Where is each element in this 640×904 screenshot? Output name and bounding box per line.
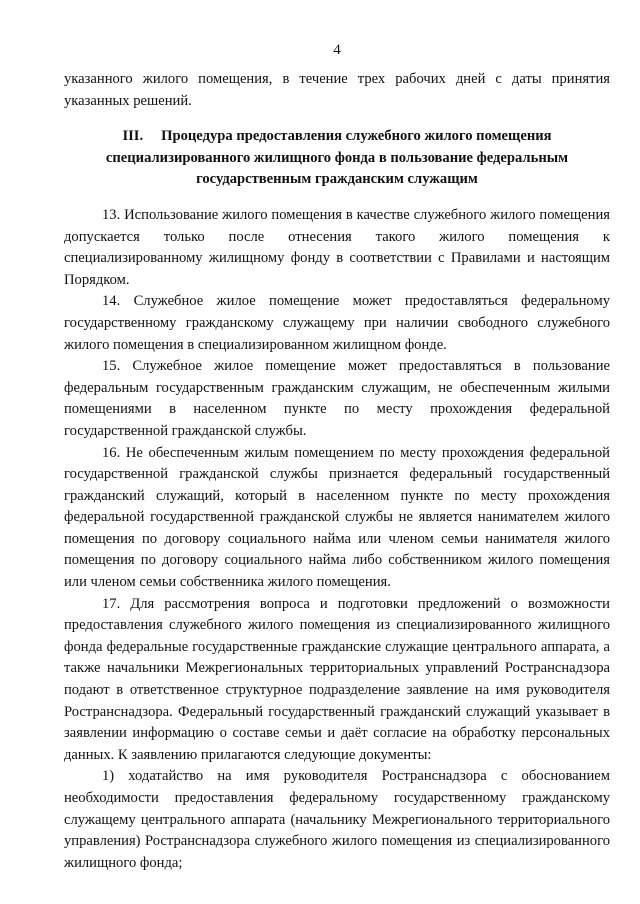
paragraph-17: 17. Для рассмотрения вопроса и подготовки предложений о возможности предоставления служебного жилого помещения из специализированного жилищного фонда федеральные государственные гражданские служащие центрального аппарата, а также начальники Межрегиональных территориальных управлений Ространснадзора подают в ответственное структурное подразделение заявление на имя руководителя Ространснадзора. Федеральный государственный гражданский служащий указывает в заявлении информацию о составе семьи и даёт согласие на обработку персональных данных. К заявлению прилагаются следующие документы: (64, 595, 610, 763)
section-title: Процедура предоставления служебного жилого помещения специализированного жилищного фонда в пользование федеральным государственным гражданским служащим (105, 128, 569, 188)
paragraph-16: 16. Не обеспеченным жилым помещением по месту прохождения федеральной государственной гражданской службы признается федеральный государственный гражданский служащий, который в населенном пункте по месту прохождения федеральной государственной гражданской службы не является нанимателем жилого помещения по договору социального найма или членом семьи нанимателя жилого помещения по договору социального найма либо собственником жилого помещения или членом семьи собственника жилого помещения. (64, 444, 610, 591)
paragraph-14: 14. Служебное жилое помещение может предоставляться федеральному государственному гражданскому служащему при наличии свободного служебного жилого помещения в специализированном жилищном фонде. (64, 293, 610, 353)
paragraph-13: 13. Использование жилого помещения в качестве служебного жилого помещения допускается только после отнесения такого жилого помещения к специализированному жилищному фонду в соответствии с Правилами и настоящим Порядком. (64, 206, 610, 288)
paragraph-15: 15. Служебное жилое помещение может предоставляться в пользование федеральным государственным гражданским служащим, не обеспеченным жилыми помещениями в населенном пункте по месту прохождения федеральной государственной гражданской службы. (64, 358, 610, 439)
section-heading (64, 126, 610, 191)
list-item-1: 1) ходатайство на имя руководителя Ространснадзора с обоснованием необходимости предоставления федеральному государственному гражданскому служащему центрального аппарата (начальнику Межрегионального территориального управления) Ространснадзора служебного жилого помещения из специализированного жилищного фонда; (64, 768, 610, 871)
page-number: 4 (333, 42, 341, 58)
section-number: III. (122, 128, 144, 145)
intro-paragraph: указанного жилого помещения, в течение трех рабочих дней с даты принятия указанных решений. (64, 71, 610, 109)
